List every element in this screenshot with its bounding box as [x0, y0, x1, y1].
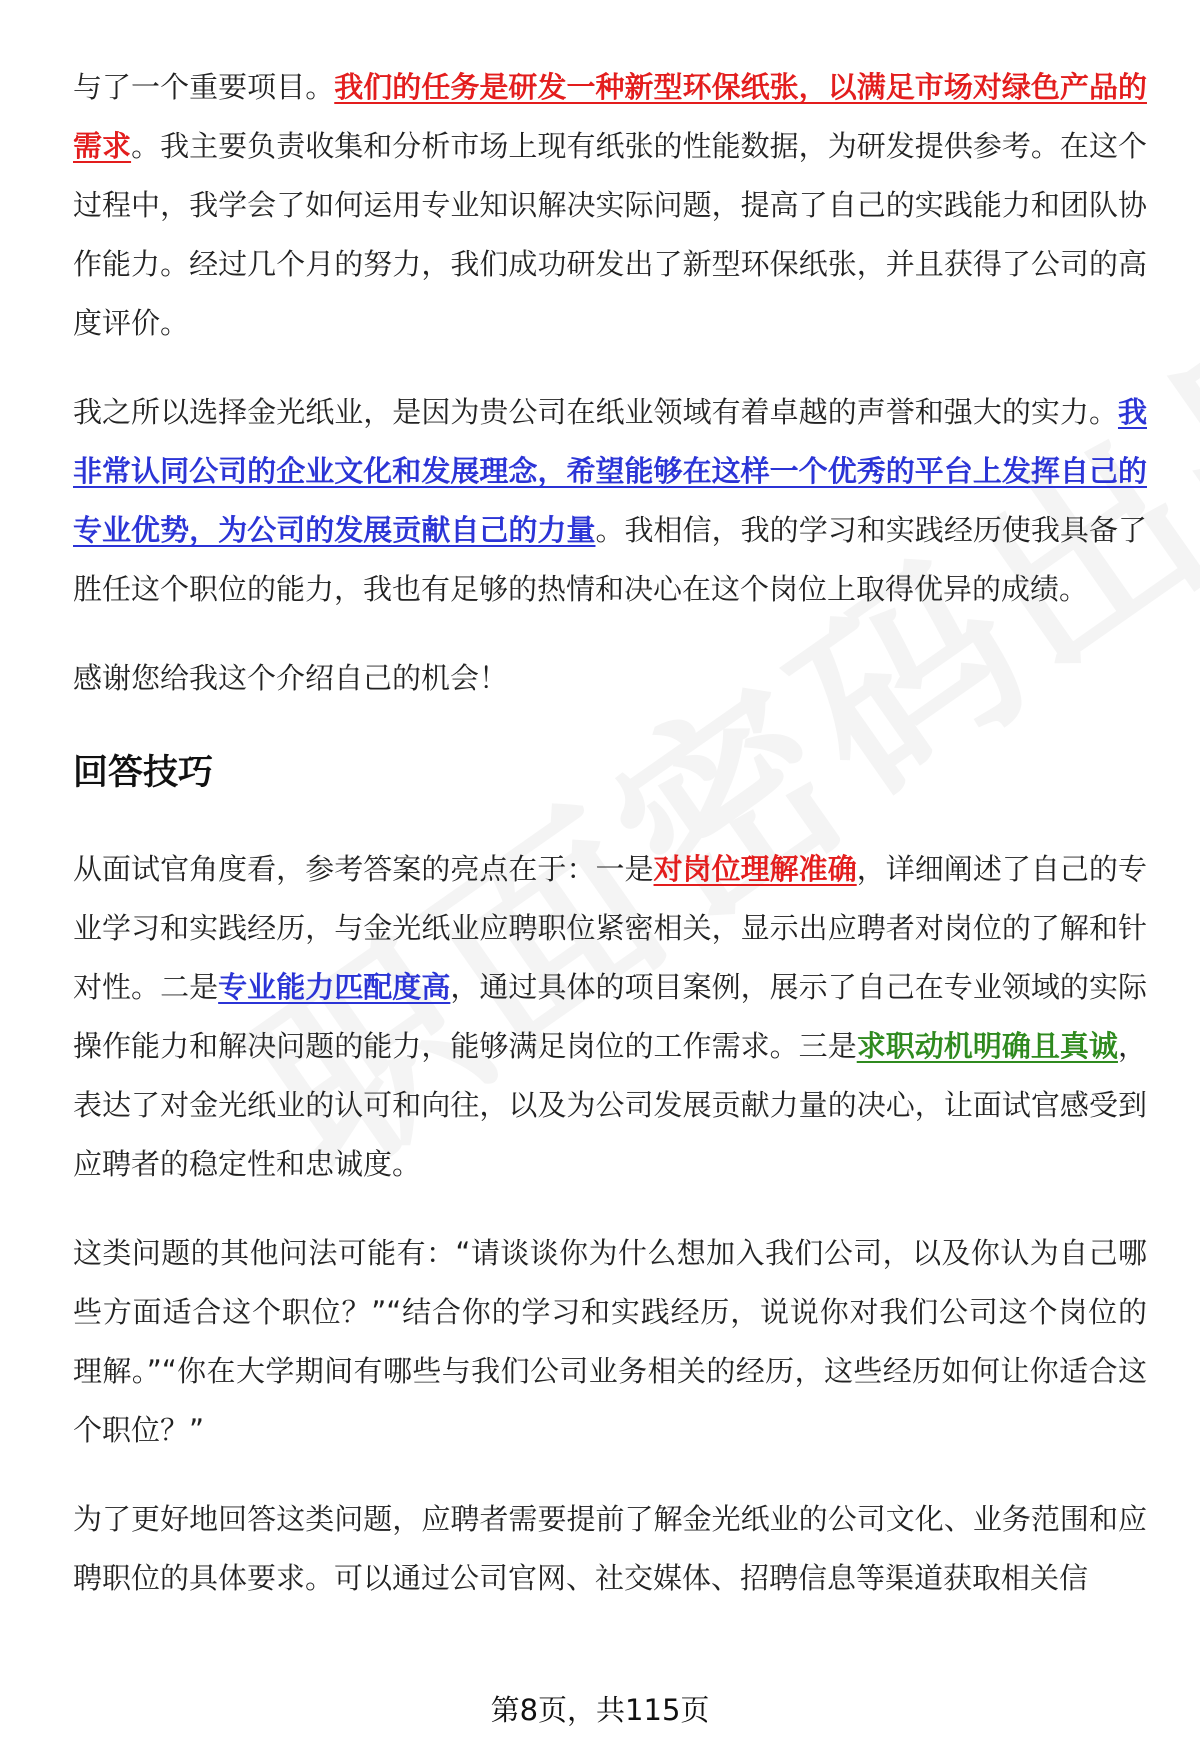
- paragraph-thanks: 感谢您给我这个介绍自己的机会！: [73, 661, 509, 695]
- section-heading: 回答技巧: [73, 753, 214, 793]
- highlight-green: 求职动机明确且真诚: [856, 1029, 1118, 1063]
- highlight-red: 对岗位理解准确: [653, 852, 857, 886]
- text-segment: 从面试官角度看，参考答案的亮点在于：一是: [73, 852, 654, 886]
- paragraph-motivation: [73, 383, 1147, 619]
- paragraph-project: [73, 58, 1147, 353]
- text-segment: 。我相信，我的学习和实践经历使我具备了胜任这个职位的能力，我也有足够的热情和决心在这个岗位上取得优异的成绩。: [73, 513, 1147, 606]
- highlight-red: 我们的任务是研发一种新型环保纸张，以满足市场对绿色产品的需求: [73, 70, 1147, 163]
- text-segment: 。我主要负责收集和分析市场上现有纸张的性能数据，为研发提供参考。在这个过程中，我学会了如何运用专业知识解决实际问题，提高了自己的实践能力和团队协作能力。经过几个月的努力，我们成功研发出了新型环保纸张，并且获得了公司的高度评价。: [73, 129, 1147, 340]
- text-segment: ，详细阐述了自己的专业学习和实践经历，与金光纸业应聘职位紧密相关，显示出应聘者对岗位的了解和针对性。二是: [73, 852, 1147, 1004]
- paragraph-tips: [73, 840, 1147, 1194]
- highlight-blue: 专业能力匹配度高: [218, 970, 451, 1004]
- highlight-blue: 我非常认同公司的企业文化和发展理念，希望能够在这样一个优秀的平台上发挥自己的专业优势，为公司的发展贡献自己的力量: [73, 395, 1147, 547]
- paragraph-preparation: 为了更好地回答这类问题，应聘者需要提前了解金光纸业的公司文化、业务范围和应聘职位的具体要求。可以通过公司官网、社交媒体、招聘信息等渠道获取相关信: [73, 1502, 1147, 1595]
- text-segment: 与了一个重要项目。: [73, 70, 335, 104]
- document-body: [73, 58, 1147, 1638]
- text-segment: ，表达了对金光纸业的认可和向往，以及为公司发展贡献力量的决心，让面试官感受到应聘者的稳定性和忠诚度。: [73, 1029, 1147, 1181]
- paragraph-alternatives: 这类问题的其他问法可能有：“请谈谈你为什么想加入我们公司，以及你认为自己哪些方面适合这个职位？”“结合你的学习和实践经历，说说你对我们公司这个岗位的理解。”“你在大学期间有哪些与我们公司业务相关的经历，这些经历如何让你适合这个职位？”: [73, 1236, 1147, 1447]
- text-segment: ，通过具体的项目案例，展示了自己在专业领域的实际操作能力和解决问题的能力，能够满足岗位的工作需求。三是: [73, 970, 1147, 1063]
- text-segment: 我之所以选择金光纸业，是因为贵公司在纸业领域有着卓越的声誉和强大的实力。: [73, 395, 1118, 429]
- page-number: 第8页，共115页: [490, 1693, 710, 1727]
